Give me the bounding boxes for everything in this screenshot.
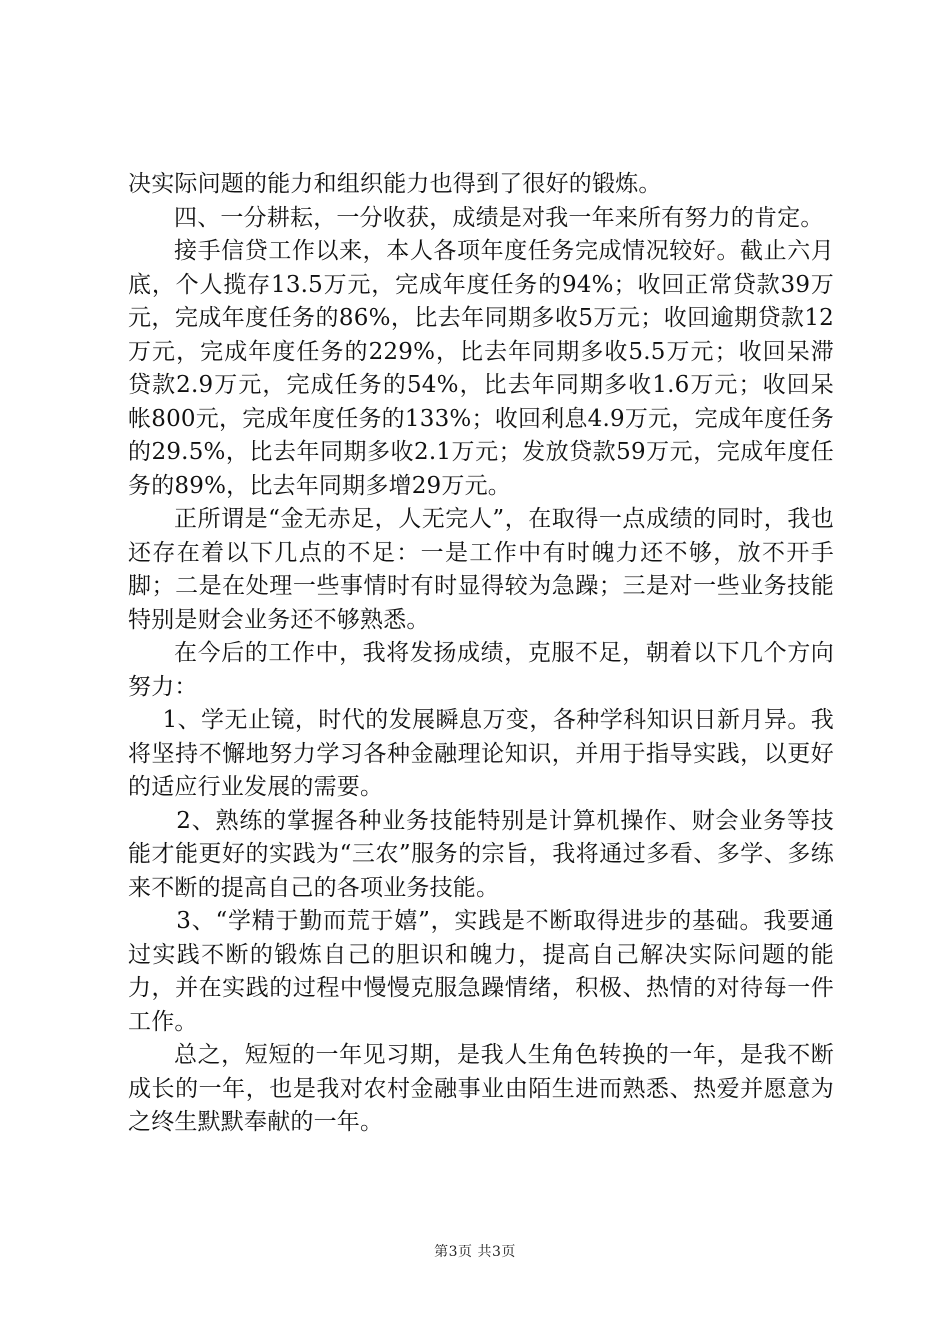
paragraph-future-intro: 在今后的工作中，我将发扬成绩，克服不足，朝着以下几个方向努力： <box>128 640 834 700</box>
paragraph-continuation: 决实际问题的能力和组织能力也得到了很好的锻炼。 <box>128 171 662 197</box>
paragraph-achievements: 接手信贷工作以来，本人各项年度任务完成情况较好。截止六月底，个人揽存13.5万元，完成年度任务的94%；收回正常贷款39万元，完成年度任务的86%，比去年同期多收5万元；收回逾期贷款12万元，完成年度任务的229%，比去年同期多收5.5万元；收回呆滞贷款2.9万元，完成任务的54%，比去年同期多收1.6万元；收回呆帐800元，完成年度任务的133%；收回利息4.9万元，完成年度任务的29.5%，比去年同期多收2.1万元；发放贷款59万元，完成年度任务的89%，比去年同期多增29万元。 <box>128 238 834 499</box>
paragraph-shortcomings: 正所谓是“金无赤足，人无完人”，在取得一点成绩的同时，我也还存在着以下几点的不足：一是工作中有时魄力还不够，放不开手脚；二是在处理一些事情时有时显得较为急躁；三是对一些业务技能特别是财会业务还不够熟悉。 <box>128 506 834 633</box>
paragraph-point-1: 1、学无止镜，时代的发展瞬息万变，各种学科知识日新月异。我将坚持不懈地努力学习各种金融理论知识，并用于指导实践，以更好的适应行业发展的需要。 <box>128 707 834 800</box>
paragraph-section-heading: 四、一分耕耘，一分收获，成绩是对我一年来所有努力的肯定。 <box>174 204 824 231</box>
paragraph-point-3: 3、“学精于勤而荒于嬉”，实践是不断取得进步的基础。我要通过实践不断的锻炼自己的胆识和魄力，提高自己解决实际问题的能力，并在实践的过程中慢慢克服急躁情绪，积极、热情的对待每一件工作。 <box>128 908 834 1035</box>
paragraph-point-2: 2、熟练的掌握各种业务技能特别是计算机操作、财会业务等技能才能更好的实践为“三农”服务的宗旨，我将通过多看、多学、多练来不断的提高自己的各项业务技能。 <box>128 807 834 901</box>
paragraph-conclusion: 总之，短短的一年见习期，是我人生角色转换的一年，是我不断成长的一年，也是我对农村金融事业由陌生进而熟悉、热爱并愿意为之终生默默奉献的一年。 <box>128 1042 834 1135</box>
document-body <box>128 168 834 1140</box>
page-footer <box>0 1241 950 1261</box>
page-number-label: 第3页 共3页 <box>434 1244 516 1260</box>
